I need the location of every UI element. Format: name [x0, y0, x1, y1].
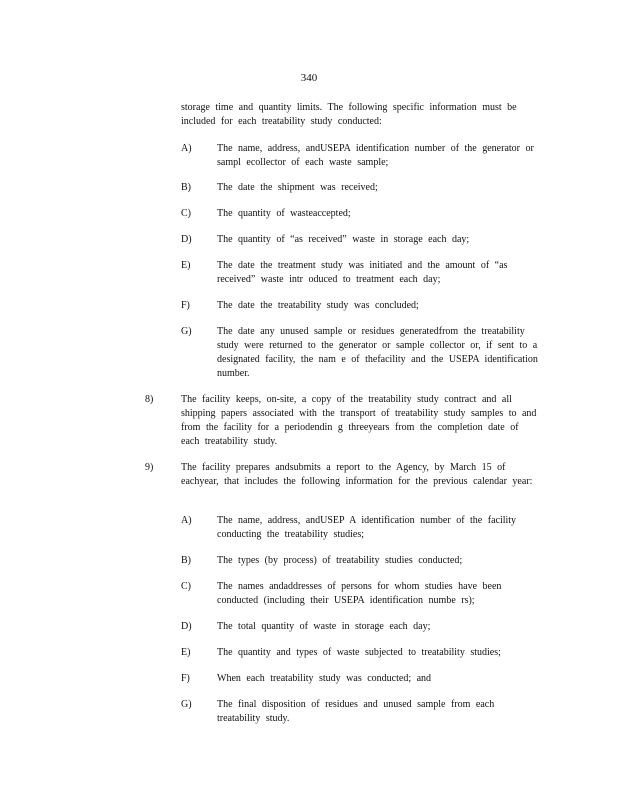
- item-marker: B): [181, 182, 191, 193]
- item-marker: C): [181, 208, 191, 219]
- item-marker: E): [181, 260, 191, 271]
- item-text: The types (by process) of treatability studies conducted;: [217, 555, 463, 566]
- item-marker: E): [181, 647, 191, 658]
- item-text: The quantity and types of waste subjected to treatability studies;: [217, 647, 501, 658]
- item-marker: D): [181, 621, 192, 632]
- item-text: The quantity of wasteaccepted;: [217, 208, 351, 219]
- item-marker: F): [181, 300, 190, 311]
- intro-paragraph: storage time and quantity limits. The following specific information must be included for each treatability study conducted:: [181, 102, 517, 127]
- item-marker: C): [181, 581, 191, 592]
- item-text: The name, address, andUSEPA identification number of the generator or sampl ecollector of each waste sample;: [217, 143, 534, 168]
- item-text: When each treatability study was conducted; and: [217, 673, 432, 684]
- item-text: The names andaddresses of persons for whom studies have been conducted (including their USEPA identification numbe rs);: [217, 581, 502, 606]
- item-text: The date the shipment was received;: [217, 182, 378, 193]
- item-marker: 9): [145, 462, 154, 473]
- item-marker: 8): [145, 394, 154, 405]
- item-marker: D): [181, 234, 192, 245]
- item-text: The name, address, andUSEP A identification number of the facility conducting the treatability studies;: [217, 515, 517, 540]
- item-text: The date any unused sample or residues generatedfrom the treatability study were returned to the generator or sample collector or, if sent to a designated facility, the nam e of thefacility and the USEPA identification number.: [217, 326, 538, 379]
- item-text: The date the treatability study was concluded;: [217, 300, 419, 311]
- page-number: 340: [300, 72, 318, 84]
- item-marker: A): [181, 143, 192, 154]
- item-text: The total quantity of waste in storage each day;: [217, 621, 431, 632]
- item-marker: F): [181, 673, 190, 684]
- item-marker: G): [181, 699, 192, 710]
- item-text: The facility keeps, on-site, a copy of the treatability study contract and all shipping papers associated with the transport of treatability study samples to and from the facility for a periodendin g threeyears from the completion date of each treatability study.: [181, 394, 537, 447]
- item-marker: B): [181, 555, 191, 566]
- item-text: The quantity of “as received” waste in storage each day;: [217, 234, 470, 245]
- item-marker: G): [181, 326, 192, 337]
- item-text: The facility prepares andsubmits a report to the Agency, by March 15 of eachyear, that includes the following information for the previous calendar year:: [181, 462, 533, 487]
- item-text: The final disposition of residues and unused sample from each treatability study.: [217, 699, 495, 724]
- item-text: The date the treatment study was initiated and the amount of “as received” waste intr oduced to treatment each day;: [217, 260, 508, 285]
- item-marker: A): [181, 515, 192, 526]
